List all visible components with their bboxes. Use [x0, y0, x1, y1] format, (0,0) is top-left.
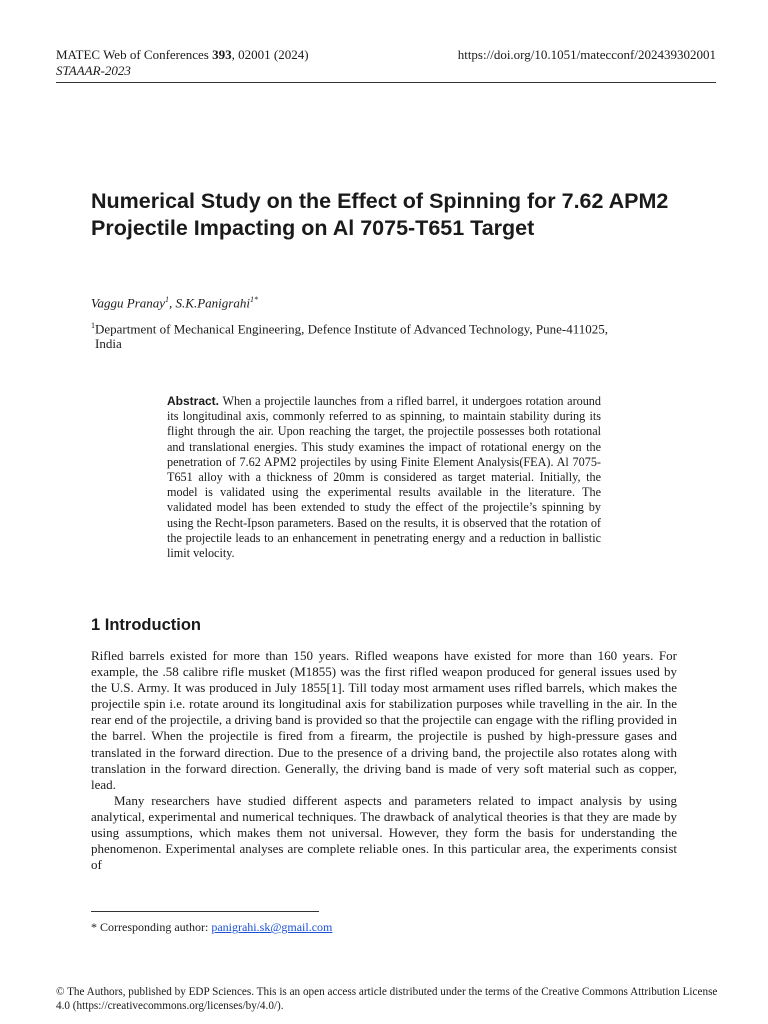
corresponding-email-link[interactable]: panigrahi.sk@gmail.com [211, 920, 333, 934]
paragraph: Many researchers have studied different aspects and parameters related to impact analysis by using analytical, experimental and numerical techniques. The drawback of analytical theories is that they are made by using assumptions, which makes them not universal. However, they form the basis for understanding the phenomenon. Experimental analyses are complete reliable ones. In this particular area, the experiments consist of [91, 792, 677, 873]
conference-name: STAAAR-2023 [56, 63, 131, 78]
doi-link[interactable]: https://doi.org/10.1051/matecconf/202439302001 [457, 47, 716, 62]
paper-title: Numerical Study on the Effect of Spinning for 7.62 APM2 Projectile Impacting on Al 7075-T651 Target [91, 189, 669, 240]
author-name: Vaggu Pranay [91, 295, 166, 311]
footnote-divider [91, 911, 319, 912]
abstract-label: Abstract. [167, 394, 220, 408]
volume-number: 393 [212, 47, 232, 62]
section-heading: 1 Introduction [91, 616, 201, 634]
abstract-text: When a projectile launches from a rifled barrel, it undergoes rotation around its longitudinal axis, commonly referred to as spinning, to maintain stability during its flight through the air. Upon reaching the target, the projectile possesses both rotational and translational energies. This study examines the impact of rotational energy on the penetration of 7.62 APM2 projectiles by using Finite Element Analysis(FEA). Al 7075-T651 alloy with a thickness of 20mm is considered as target material. Initially, the model is validated using the experimental results available in the literature. The validated model has been extended to study the effect of the projectile’s spinning by using the Recht-Ipson parameters. Based on the results, it is observed that the rotation of the projectile leads to an enhancement in penetrating energy and a reduction in ballistic limit velocity. [167, 394, 601, 561]
header-divider [56, 82, 716, 83]
body-text [91, 648, 677, 873]
author-list: Vaggu Pranay$^1$, S.K.Panigrahi$^{1*}$ [91, 295, 258, 311]
license-notice: © The Authors, published by EDP Sciences. This is an open access article distributed under the terms of the Creative Commons Attribution License 4.0 (https://creativecommons.org/licenses/by/4.0/). [56, 986, 718, 1012]
author-name: S.K.Panigrahi [175, 295, 250, 311]
affiliation: $^1$Department of Mechanical Engineering, Defence Institute of Advanced Technology, Pune-411025, India [91, 321, 609, 352]
running-header-left [56, 47, 309, 79]
abstract [167, 394, 601, 561]
paragraph: Rifled barrels existed for more than 150 years. Rifled weapons have existed for more than 160 years. For example, the .58 calibre rifle musket (M1855) was the first rifled weapon produced for general issues used by the U.S. Army. It was produced in July 1855[1]. Till today most armament uses rifled barrels, which makes the projectile spin i.e. rotate around its longitudinal axis for stabilization purposes while travelling in the air. In the rear end of the projectile, a driving band is provided so that the projectile can engage with the rifling provided in the barrel. When the projectile is fired from a firearm, the projectile is pushed by high-pressure gases and translated in the forward direction. Due to the presence of a driving band, the projectile also rotates along with translation in the forward direction. Generally, the driving band is made of very soft material such as copper, lead. [91, 648, 677, 792]
footnote: * Corresponding author: panigrahi.sk@gmail.com [91, 920, 333, 934]
journal-citation: MATEC Web of Conferences 393, 02001 (2024) [56, 47, 309, 62]
